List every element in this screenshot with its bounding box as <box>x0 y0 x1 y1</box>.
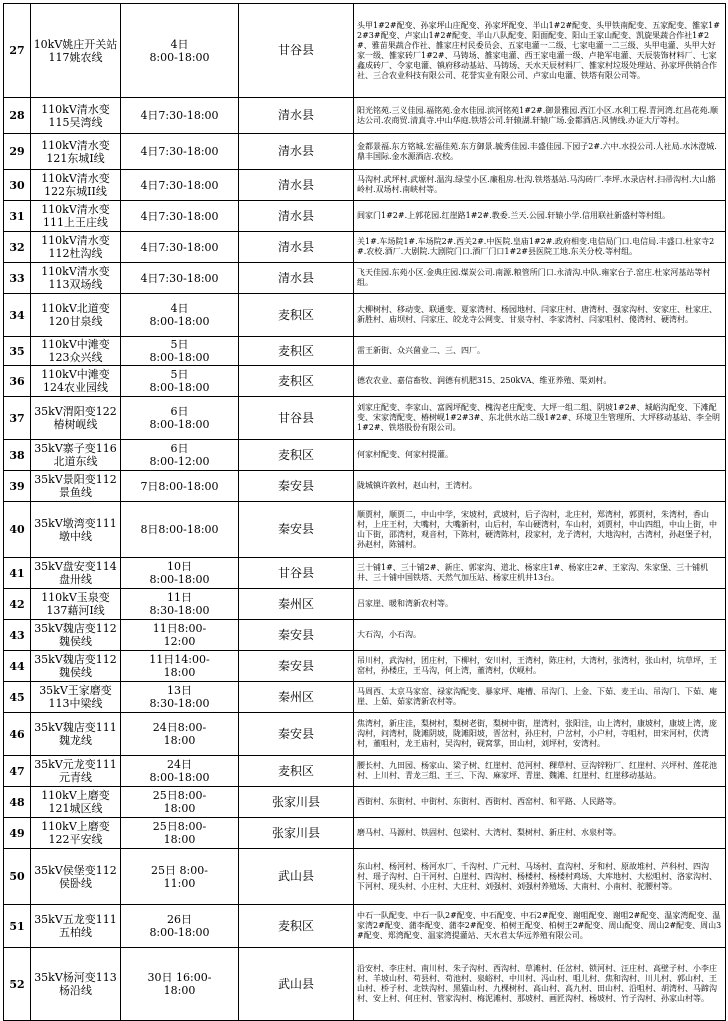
county-cell: 秦安县 <box>239 502 354 558</box>
outage-hours: 8:00-12:00 <box>149 455 210 468</box>
row-number-cell: 30 <box>4 170 31 201</box>
time-cell <box>121 201 239 232</box>
table-row <box>4 502 726 558</box>
outage-hours: 18:00 <box>163 666 196 679</box>
outage-hours: 18:00 <box>163 734 196 747</box>
outage-date: 11日8:00- <box>152 622 207 635</box>
table-row <box>4 620 726 651</box>
line-name-cell: 110kV清水变115吴湾线 <box>31 98 121 134</box>
outage-date: 6日 <box>170 405 189 418</box>
table-row <box>4 170 726 201</box>
outage-hours: 8:00-18:00 <box>149 351 210 364</box>
affected-area-cell: 马沟村.武坪村.武塬村.温沟.绿莹小区.廉租房.杜沟.铁塔基站.马沟砖厂.李坪.水录店村.扫帚沟村.大山豁岭村.双场村.南峡村等。 <box>354 170 726 201</box>
outage-hours: 12:00 <box>163 635 196 648</box>
line-name-cell: 10kV姚庄开关站117姚农线 <box>31 4 121 98</box>
outage-date: 24日8:00- <box>152 721 207 734</box>
affected-area-cell: 闾家门1#2#.上郭花园.红崖路1#2#.教委.兰天.公园.轩辕小学.信用联社新盛村等村组。 <box>354 201 726 232</box>
line-name-cell: 35kV魏店变112魏侯线 <box>31 651 121 682</box>
table-row <box>4 366 726 397</box>
county-cell: 武山县 <box>239 849 354 905</box>
outage-hours: 18:00 <box>163 833 196 846</box>
line-name-cell: 110kV清水变121东城I线 <box>31 134 121 170</box>
county-cell: 秦安县 <box>239 620 354 651</box>
outage-date: 4日7:30-18:00 <box>140 109 219 122</box>
affected-area-cell: 西街村、东街村、中街村、东街村、西街村、西窑村、和平路、人民路等。 <box>354 787 726 818</box>
affected-area-cell: 头甲1#2#配变、孙家坪山庄配变、孙家坪配变、半山1#2#配变、头甲铁南配变、五家配变、雒家1#2#3#配变、卢家山1#2#配变、半山八队配变、阳面配变、阳山王家山配变、凯旋果蔬合作社1#2#、雅苗果蔬合作社、雒家庄村民委员会、五家电灌一二级、七家电灌一二三级、头甲电灌、头甲大好家一级、雒家砖厂1#2#、马铸场、雒家电灌、西王家电灌一级、卢艳军电灌、天辰装饰材料厂、七家鑫成砖厂、令家电灌、镇府移动基站、马铸场、天水天辰材料厂、雒家村垃圾处理站、孙家坪供销合作社、三合农业科技有限公司、花誉实业有限公司、卢家山电灌、铁塔有限公司等。 <box>354 4 726 98</box>
line-name-cell: 35kV杨河变113杨沿线 <box>31 948 121 1021</box>
row-number-cell: 45 <box>4 682 31 713</box>
outage-date: 11日 <box>167 591 192 604</box>
outage-hours: 8:00-18:00 <box>149 573 210 586</box>
table-row <box>4 337 726 366</box>
row-number-cell: 28 <box>4 98 31 134</box>
line-name-cell: 35kV景阳变112景鱼线 <box>31 471 121 502</box>
time-cell <box>121 337 239 366</box>
outage-date: 4日 <box>170 302 189 315</box>
row-number-cell: 42 <box>4 589 31 620</box>
time-cell <box>121 98 239 134</box>
line-name-cell: 110kV清水变113双场线 <box>31 263 121 294</box>
time-cell <box>121 134 239 170</box>
row-number-cell: 44 <box>4 651 31 682</box>
affected-area-cell: 焦湾村，新庄洼，梨树村，梨树老街，梨树中街，崖湾村，张阳洼，山上湾村，康坡村，康坡上湾，庞沟村，问湾村，陇滩阴坡，陇滩阳坡，晋岔村，孙庄村，户岔村，小户村，寺咀村，田宋河村，伏湾村，董咀村，龙王庙村，吴沟村，砚窝掌，田山村，刘坪村，安湾村。 <box>354 713 726 756</box>
outage-hours: 18:00 <box>163 802 196 815</box>
outage-date: 26日 <box>167 913 192 926</box>
table-row <box>4 134 726 170</box>
outage-date: 4日7:30-18:00 <box>140 271 219 285</box>
outage-date: 24日 <box>167 758 192 771</box>
row-number-cell: 36 <box>4 366 31 397</box>
line-name-cell: 110kV上磨变121城区线 <box>31 787 121 818</box>
outage-date: 10日 <box>167 560 192 573</box>
line-name-cell: 35kV元龙变111元青线 <box>31 756 121 787</box>
line-name-cell: 110kV清水变111上王庄线 <box>31 201 121 232</box>
time-cell <box>121 756 239 787</box>
affected-area-cell: 腰长村、九田园、杨家山、梁子树、红崖村、范河村、稞草村、豆沟锌粉厂、红崖村、兴坪村、莲花池村、上川村、青龙三组、王三、下沟、麻家坪、青崖、魏滩、红崖村、红崖移动基站。 <box>354 756 726 787</box>
time-cell <box>121 589 239 620</box>
row-number-cell: 41 <box>4 558 31 589</box>
table-row <box>4 263 726 294</box>
affected-area-cell: 顺贾村，顺贾二，中山中学，宋坡村，武坡村，后子沟村，北庄村，郑湾村，郭贾村，朱湾村，香山村，上庄王村，大嘴村，大嘴新村，山后村，车山硬湾村，车山村，刘贾村，中山四组，中山上街，中山下街，邵湾村，观音村，下陈村，硬湾陈村，段家村，龙子湾村，大地沟村，古湾村，孙赵堡子村，孙赵村，陈铺村。 <box>354 502 726 558</box>
affected-area-cell: 马周西、太京马家窑、禄家沟配变、暴家坪、庵槽、吊沟门、上金、下茹、麦王山、吊沟门、下茹、庵崖、上茹、茹家湾新农村等。 <box>354 682 726 713</box>
table-row <box>4 201 726 232</box>
outage-hours: 8:30-18:00 <box>149 697 210 710</box>
county-cell: 清水县 <box>239 232 354 263</box>
row-number-cell: 31 <box>4 201 31 232</box>
outage-date: 5日 <box>170 368 189 381</box>
county-cell: 麦积区 <box>239 905 354 948</box>
time-cell <box>121 620 239 651</box>
outage-date: 11日14:00- <box>149 653 210 666</box>
row-number-cell: 46 <box>4 713 31 756</box>
row-number-cell: 40 <box>4 502 31 558</box>
time-cell <box>121 502 239 558</box>
affected-area-cell: 何家村配变、何家村提灌。 <box>354 440 726 471</box>
time-cell <box>121 4 239 98</box>
outage-date: 4日7:30-18:00 <box>140 178 219 192</box>
time-cell <box>121 294 239 337</box>
table-body <box>4 4 726 1021</box>
line-name-cell: 110kV上磨变122平安线 <box>31 818 121 849</box>
county-cell: 清水县 <box>239 263 354 294</box>
row-number-cell: 51 <box>4 905 31 948</box>
table-row <box>4 948 726 1021</box>
table-row <box>4 4 726 98</box>
affected-area-cell: 吊川村，武沟村，团庄村，下柳村，安川村，王湾村，陈庄村，大湾村，张湾村，张山村，坑草坪，王窑村，孙楼庄，王马沟，何上湾，董湾村，伏岘村。 <box>354 651 726 682</box>
row-number-cell: 35 <box>4 337 31 366</box>
outage-hours: 8:30-18:00 <box>149 604 210 617</box>
table-row <box>4 818 726 849</box>
table-row <box>4 294 726 337</box>
outage-date: 30日 16:00- <box>147 971 212 984</box>
affected-area-cell: 雷王新街、众兴菌业二、三、四厂。 <box>354 337 726 366</box>
row-number-cell: 27 <box>4 4 31 98</box>
row-number-cell: 39 <box>4 471 31 502</box>
table-row <box>4 471 726 502</box>
time-cell <box>121 818 239 849</box>
county-cell: 麦积区 <box>239 294 354 337</box>
affected-area-cell: 大石沟，小石沟。 <box>354 620 726 651</box>
table-row <box>4 756 726 787</box>
outage-date: 25日8:00- <box>152 820 207 833</box>
affected-area-cell: 磨马村、马源村、铁固村、包梁村、大湾村、梨树村、新庄村、水泉村等。 <box>354 818 726 849</box>
outage-date: 7日8:00-18:00 <box>140 479 219 493</box>
line-name-cell: 35kV墩湾变111墩中线 <box>31 502 121 558</box>
line-name-cell: 35kV王家磨变113中梁线 <box>31 682 121 713</box>
outage-hours: 8:00-18:00 <box>149 315 210 328</box>
county-cell: 清水县 <box>239 134 354 170</box>
outage-date: 8日8:00-18:00 <box>140 523 219 536</box>
time-cell <box>121 713 239 756</box>
line-name-cell: 35kV魏店变111魏龙线 <box>31 713 121 756</box>
time-cell <box>121 440 239 471</box>
time-cell <box>121 948 239 1021</box>
time-cell <box>121 232 239 263</box>
time-cell <box>121 787 239 818</box>
affected-area-cell: 沿安村、李庄村、南川村、朱子沟村、西沟村、草滩村、任岔村、锁河村、汪庄村、高壁子村、小李庄村、羊坡山村、苟县村、苟池村、泉峪村、中川村、冯山村、咀儿村、焦和沟村、川儿村、郭山村、王山村、桥子村、北铁沟村、黑猫山村、九棵树村、高山村、高九村、田山村、沿咀村、胡湾村、马蹄沟村、安上村、何庄村、管家沟村、梅泥滩村、那坡村、画匠沟村、杨坡村、竹子沟村、孙家山村等。 <box>354 948 726 1021</box>
line-name-cell: 35kV寨子变116北道东线 <box>31 440 121 471</box>
time-cell <box>121 397 239 440</box>
time-cell <box>121 170 239 201</box>
line-name-cell: 110kV中滩变124农业园线 <box>31 366 121 397</box>
line-name-cell: 110kV玉泉变137藉河I线 <box>31 589 121 620</box>
time-cell <box>121 849 239 905</box>
table-row <box>4 232 726 263</box>
line-name-cell: 110kV清水变112杜沟线 <box>31 232 121 263</box>
outage-hours: 8:00-18:00 <box>149 381 210 394</box>
outage-hours: 8:00-18:00 <box>149 50 210 64</box>
outage-date: 4日7:30-18:00 <box>140 240 219 254</box>
row-number-cell: 47 <box>4 756 31 787</box>
time-cell <box>121 682 239 713</box>
outage-date: 4日7:30-18:00 <box>140 209 219 223</box>
county-cell: 清水县 <box>239 201 354 232</box>
line-name-cell: 110kV北道变120甘泉线 <box>31 294 121 337</box>
county-cell: 麦积区 <box>239 756 354 787</box>
county-cell: 秦州区 <box>239 589 354 620</box>
county-cell: 秦安县 <box>239 713 354 756</box>
table-row <box>4 682 726 713</box>
county-cell: 秦安县 <box>239 471 354 502</box>
county-cell: 清水县 <box>239 170 354 201</box>
affected-area-cell: 关1#.车场院1#.车场院2#.西关2#.中医院.皇庙1#2#.政府相变.电信局门口.电信局.丰盛口.杜家寺2#.农校.酒厂.大剧院.大剧院门口.酒厂门口1#2#县医院工地.东关分校.等村组。 <box>354 232 726 263</box>
table-row <box>4 849 726 905</box>
county-cell: 麦积区 <box>239 337 354 366</box>
line-name-cell: 35kV魏店变112魏侯线 <box>31 620 121 651</box>
line-name-cell: 110kV清水变122东城II线 <box>31 170 121 201</box>
affected-area-cell: 大柳树村、移动变、联通变、夏家湾村、杨园地村、闫家庄村、唐湾村、强家沟村、安家庄、杜家庄、新胜村、庙坝村、闫家庄、皎龙寺公网变、甘泉寺村、李家湾村、闫家咀村、傻湾村、硬湾村。 <box>354 294 726 337</box>
outage-date: 25日 8:00- <box>151 863 208 877</box>
time-cell <box>121 558 239 589</box>
row-number-cell: 50 <box>4 849 31 905</box>
county-cell: 张家川县 <box>239 787 354 818</box>
outage-hours: 8:00-18:00 <box>149 418 210 431</box>
table-row <box>4 651 726 682</box>
outage-hours: 11:00 <box>163 876 196 890</box>
outage-hours: 8:00-18:00 <box>149 771 210 784</box>
line-name-cell: 35kV五龙变111五柏线 <box>31 905 121 948</box>
outage-date: 13日 <box>167 684 192 697</box>
time-cell <box>121 905 239 948</box>
row-number-cell: 52 <box>4 948 31 1021</box>
table-row <box>4 440 726 471</box>
county-cell: 甘谷县 <box>239 558 354 589</box>
county-cell: 甘谷县 <box>239 397 354 440</box>
affected-area-cell: 金都景福.东方铭城.宏福佳苑.东方御景.毓秀佳园.丰盛佳园.下园子2#.六中.水投公司.人社局.水沐澄城.鼎丰国际.金水源酒店.农校。 <box>354 134 726 170</box>
affected-area-cell: 飞天佳园.东苑小区.金典庄园.煤炭公司.南源.粮管所门口.永清沟.中队.雍家台子.窑庄.杜家河基站等村组。 <box>354 263 726 294</box>
affected-area-cell: 刘家庄配变、李家山、富阁坪配变、槐沟老庄配变、大坪一组二组、阴坡1#2#、城峪沟配变、下滩配变、宋家湾配变、椿树岘1#2#3#、东北供水站二级1#2#、环境卫生管理所、大坪移动基站、李全明1#2#、铁塔股份有限公司。 <box>354 397 726 440</box>
outage-date: 6日 <box>170 442 189 455</box>
affected-area-cell: 三十铺1#、三十铺2#、新庄、郭家沟、道北、杨家庄1#、杨家庄2#、王家沟、朱家堡、三十铺机井、三十铺中国铁塔、天然气加压站、杨家庄机井13台。 <box>354 558 726 589</box>
line-name-cell: 110kV中滩变123众兴线 <box>31 337 121 366</box>
row-number-cell: 48 <box>4 787 31 818</box>
outage-schedule-table <box>3 3 726 1021</box>
time-cell <box>121 263 239 294</box>
county-cell: 麦积区 <box>239 440 354 471</box>
affected-area-cell: 陇城镇许敦村，赵山村，王湾村。 <box>354 471 726 502</box>
county-cell: 清水县 <box>239 98 354 134</box>
line-name-cell: 35kV侯堡变112侯卧线 <box>31 849 121 905</box>
table-row <box>4 787 726 818</box>
table-row <box>4 397 726 440</box>
line-name-cell: 35kV渭阳变122椿树岘线 <box>31 397 121 440</box>
table-row <box>4 713 726 756</box>
time-cell <box>121 651 239 682</box>
row-number-cell: 37 <box>4 397 31 440</box>
county-cell: 武山县 <box>239 948 354 1021</box>
line-name-cell: 35kV盘安变114盘卅线 <box>31 558 121 589</box>
county-cell: 张家川县 <box>239 818 354 849</box>
time-cell <box>121 471 239 502</box>
outage-date: 5日 <box>170 338 189 351</box>
outage-date: 4日7:30-18:00 <box>140 145 219 158</box>
affected-area-cell: 阳光铭苑.三义佳园.福铭苑.金水佳园.滨河铭苑1#2#.御景雅园.西江小区.水利工程.青河湾.红昌花苑.顺达公司.农商贸.清真寺.中山华庭.铁塔公司.轩辕湖.轩辕广场.金都酒店.风情线.办证大厅等村。 <box>354 98 726 134</box>
table-row <box>4 589 726 620</box>
row-number-cell: 49 <box>4 818 31 849</box>
table-row <box>4 98 726 134</box>
affected-area-cell: 德农农业、嘉信畜牧、润德有机肥315、250kVA、维亚养殖、渠刘村。 <box>354 366 726 397</box>
row-number-cell: 32 <box>4 232 31 263</box>
affected-area-cell: 吕家崖、暖和湾新农村等。 <box>354 589 726 620</box>
affected-area-cell: 中石一队配变、中石一队2#配变、中石配变、中石2#配变、谢咀配变、谢咀2#配变、温家湾配变、温家湾2#配变、蒲李配变、蒲李2#配变、柏树王配变、柏树王2#配变、周山配变、周山2#配变、周山3#配变、郑湾配变、温家湾提灌站、天水君太华远养殖有限公司。 <box>354 905 726 948</box>
table-row <box>4 905 726 948</box>
outage-hours: 18:00 <box>163 984 196 997</box>
outage-hours: 8:00-18:00 <box>149 926 210 939</box>
county-cell: 甘谷县 <box>239 4 354 98</box>
outage-date: 4日 <box>170 37 189 51</box>
county-cell: 秦安县 <box>239 651 354 682</box>
county-cell: 麦积区 <box>239 366 354 397</box>
time-cell <box>121 366 239 397</box>
row-number-cell: 33 <box>4 263 31 294</box>
row-number-cell: 34 <box>4 294 31 337</box>
row-number-cell: 38 <box>4 440 31 471</box>
table-row <box>4 558 726 589</box>
county-cell: 秦州区 <box>239 682 354 713</box>
row-number-cell: 29 <box>4 134 31 170</box>
affected-area-cell: 东山村、杨河村、杨河水厂、千沟村、广元村、马场村、直沟村、牙和村、原故堆村、芦科村、四沟村、瑶子沟村、白干河村、白崖村、四沟村、杨楼村、杨楼村鸡场、大库地村、大松咀村、洛家沟村、下河村、现头村、小庄村、大庄村、刘强村、刘强村养殖场、大南村、小南村、驼腰村等。 <box>354 849 726 905</box>
outage-date: 25日8:00- <box>152 789 207 802</box>
row-number-cell: 43 <box>4 620 31 651</box>
